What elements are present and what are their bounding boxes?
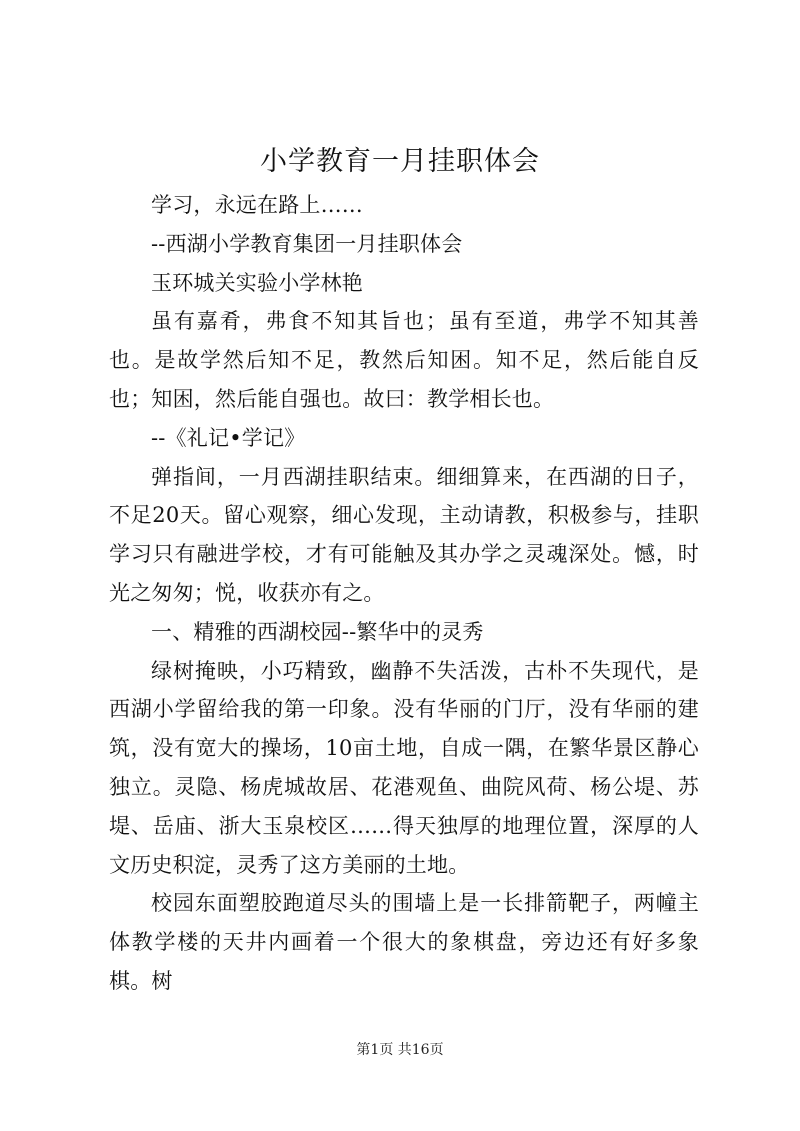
section-heading-1: 一、精雅的西湖校园--繁华中的灵秀 — [151, 619, 484, 644]
document-body — [109, 186, 699, 1001]
paragraph-subtitle: --西湖小学教育集团一月挂职体会 — [151, 231, 463, 256]
paragraph-intro: 弹指间，一月西湖挂职结束。细细算来，在西湖的日子，不足20天。留心观察，细心发现，主动请教，积极参与，挂职学习只有融进学校，才有可能触及其办学之灵魂深处。憾，时光之匆匆；悦，收获亦有之。 — [109, 464, 699, 605]
paragraph-quote-source: --《礼记•学记》 — [151, 425, 306, 450]
paragraph-motto: 学习，永远在路上…… — [151, 193, 363, 217]
page-number-footer: 第1页 共16页 — [356, 1042, 444, 1058]
paragraph-campus: 绿树掩映，小巧精致，幽静不失活泼，古朴不失现代，是西湖小学留给我的第一印象。没有华丽的门厅，没有华丽的建筑，没有宽大的操场，10亩土地，自成一隅，在繁华景区静心独立。灵隐、杨虎城故居、花港观鱼、曲院风荷、杨公堤、苏堤、岳庙、浙大玉泉校区……得天独厚的地理位置，深厚的人文历史积淀，灵秀了这方美丽的土地。 — [109, 658, 699, 877]
paragraph-quote: 虽有嘉肴，弗食不知其旨也；虽有至道，弗学不知其善也。是故学然后知不足，教然后知困。知不足，然后能自反也；知困，然后能自强也。故曰：教学相长也。 — [109, 309, 699, 411]
document-title: 小学教育一月挂职体会 — [260, 146, 540, 177]
paragraph-author: 玉环城关实验小学林艳 — [151, 270, 363, 295]
paragraph-campus-details: 校园东面塑胶跑道尽头的围墙上是一长排箭靶子，两幢主体教学楼的天井内画着一个很大的象棋盘，旁边还有好多象棋。树 — [109, 891, 699, 993]
